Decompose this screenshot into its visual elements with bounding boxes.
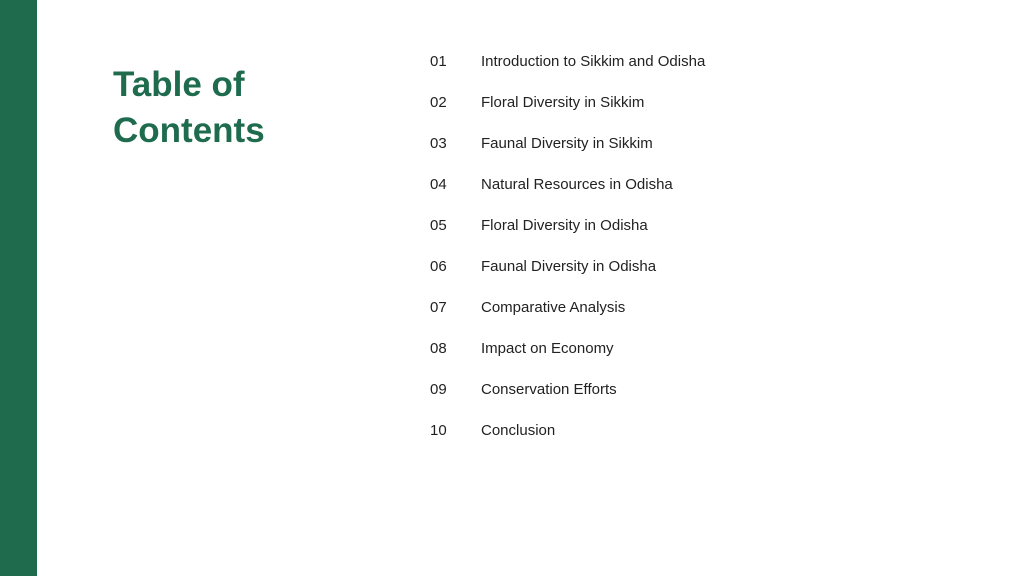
toc-item-label: Floral Diversity in Odisha — [481, 217, 648, 234]
toc-item-number: 02 — [430, 94, 447, 111]
toc-item-number: 04 — [430, 176, 447, 193]
toc-item-label: Floral Diversity in Sikkim — [481, 94, 645, 111]
toc-item-number: 03 — [430, 135, 447, 152]
toc-item-number: 05 — [430, 217, 447, 234]
left-accent-bar — [0, 0, 37, 576]
toc-item-label: Conclusion — [481, 422, 556, 439]
toc-item-label: Natural Resources in Odisha — [481, 176, 673, 193]
toc-item — [430, 82, 990, 123]
slide-title: Table of Contents — [113, 65, 265, 150]
toc-item — [430, 246, 990, 287]
toc-item — [430, 328, 990, 369]
toc-item — [430, 41, 990, 82]
toc-item-number: 06 — [430, 258, 447, 275]
toc-item-number: 01 — [430, 53, 447, 70]
toc-item-number: 10 — [430, 422, 447, 439]
toc-item — [430, 205, 990, 246]
toc-item — [430, 164, 990, 205]
toc-item-label: Introduction to Sikkim and Odisha — [481, 53, 706, 70]
toc-item-number: 09 — [430, 381, 447, 398]
toc-item — [430, 369, 990, 410]
toc-item — [430, 410, 990, 451]
toc-item — [430, 123, 990, 164]
toc-item-number: 07 — [430, 299, 447, 316]
toc-item-label: Faunal Diversity in Odisha — [481, 258, 657, 275]
toc-item-label: Comparative Analysis — [481, 299, 626, 316]
toc-item-label: Faunal Diversity in Sikkim — [481, 135, 653, 152]
toc-item-number: 08 — [430, 340, 447, 357]
toc-item-label: Impact on Economy — [481, 340, 614, 357]
toc-item — [430, 287, 990, 328]
table-of-contents-list — [430, 41, 990, 451]
toc-item-label: Conservation Efforts — [481, 381, 617, 398]
